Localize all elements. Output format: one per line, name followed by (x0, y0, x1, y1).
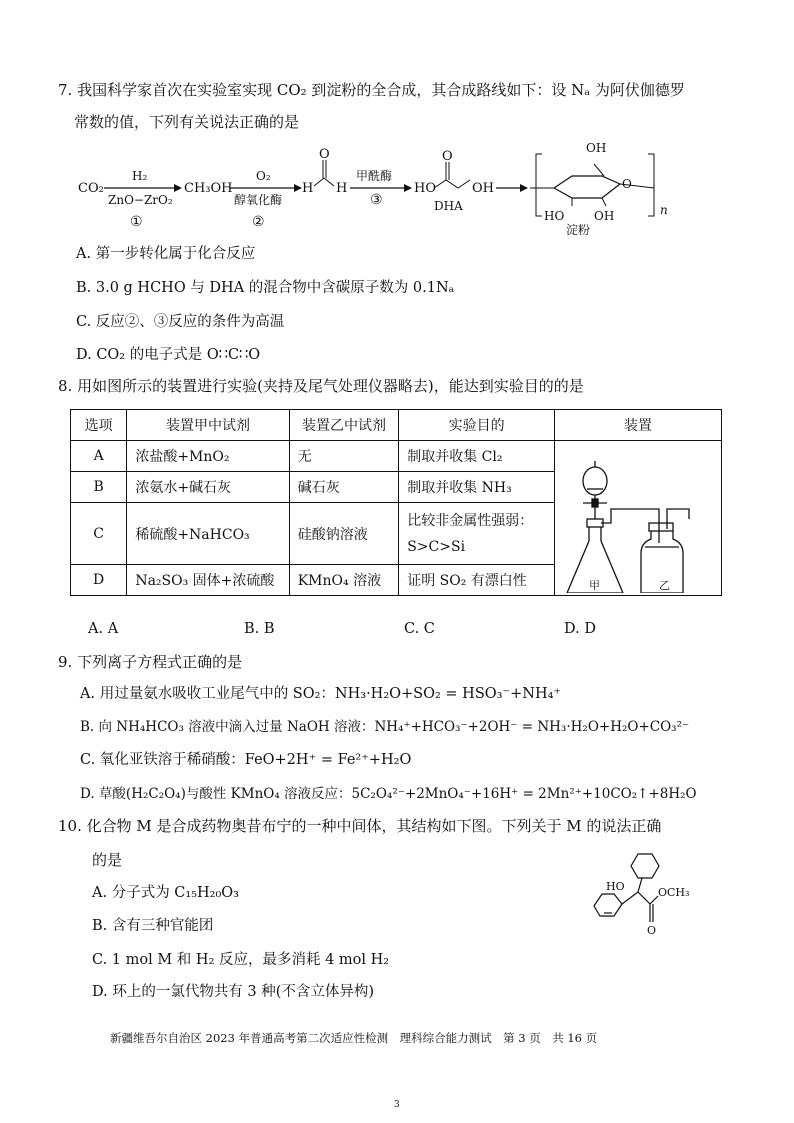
q8-stem: 8. 用如图所示的装置进行实验(夹持及尾气处理仪器略去)，能达到实验目的的是 (58, 377, 584, 395)
q7-synthesis-scheme (74, 140, 694, 236)
q10-stem-line1: 10. 化合物 M 是合成药物奥昔布宁的一种中间体，其结构如下图。下列关于 M 的说法正确 (58, 817, 662, 835)
svg-text:DHA: DHA (434, 199, 463, 213)
q8-choice-a: A. A (88, 621, 119, 637)
svg-text:O₂: O₂ (256, 169, 271, 183)
page-number: 3 (394, 1100, 400, 1110)
svg-text:HO: HO (544, 209, 565, 223)
svg-text:n: n (660, 203, 668, 217)
svg-text:淀粉: 淀粉 (566, 223, 591, 236)
q7-option-c: C. 反应②、③反应的条件为高温 (76, 314, 285, 330)
apparatus-yi-label: 乙 (659, 579, 670, 592)
table-row: B 浓氨水+碱石灰 碱石灰 制取并收集 NH₃ (71, 472, 722, 503)
q9-option-a: A. 用过量氨水吸收工业尾气中的 SO₂：NH₃·H₂O+SO₂ = HSO₃⁻+NH₄⁺ (80, 686, 562, 702)
svg-text:O: O (319, 147, 330, 162)
svg-text:ZnO−ZrO₂: ZnO−ZrO₂ (108, 193, 173, 207)
svg-text:H₂: H₂ (132, 169, 148, 183)
q9-option-c: C. 氧化亚铁溶于稀硝酸：FeO+2H⁺ = Fe²⁺+H₂O (80, 752, 412, 768)
svg-text:H: H (336, 181, 348, 196)
svg-text:H: H (302, 181, 314, 196)
svg-text:OH: OH (594, 209, 615, 223)
q10-option-c: C. 1 mol M 和 H₂ 反应，最多消耗 4 mol H₂ (92, 952, 390, 968)
q8-choice-d: D. D (564, 621, 596, 637)
svg-text:OH: OH (472, 181, 494, 196)
svg-text:HO: HO (414, 181, 436, 196)
table-row: A 浓盐酸+MnO₂ 无 制取并收集 Cl₂ 甲 乙 (71, 441, 722, 472)
q9-stem: 9. 下列离子方程式正确的是 (58, 653, 243, 671)
q7-option-d: D. CO₂ 的电子式是 O∷C∷O (76, 347, 261, 363)
arrow-icon (294, 184, 302, 192)
svg-text:甲酰酶: 甲酰酶 (356, 169, 393, 183)
q10-option-a: A. 分子式为 C₁₅H₂₀O₃ (92, 885, 239, 901)
arrow-icon (404, 184, 412, 192)
q10-option-b: B. 含有三种官能团 (92, 918, 214, 934)
svg-text:③: ③ (370, 192, 383, 208)
svg-text:②: ② (252, 214, 265, 230)
table-row: D Na₂SO₃ 固体+浓硫酸 KMnO₄ 溶液 证明 SO₂ 有漂白性 (71, 565, 722, 596)
q7-stem-line2: 常数的值，下列有关说法正确的是 (74, 113, 300, 131)
page-footer: 新疆维吾尔自治区 2023 年普通高考第二次适应性检测 理科综合能力测试 第 3 页 共 16 页 (110, 1031, 598, 1045)
arrow-icon (174, 184, 182, 192)
co2-label: CO₂ (78, 181, 104, 196)
q9-option-b: B. 向 NH₄HCO₃ 溶液中滴入过量 NaOH 溶液：NH₄⁺+HCO₃⁻+2OH⁻ = NH₃·H₂O+H₂O+CO₃²⁻ (80, 719, 690, 735)
svg-text:O: O (622, 177, 632, 191)
q8-table (70, 409, 722, 596)
table-row: C 稀硫酸+NaHCO₃ 硅酸钠溶液 比较非金属性强弱： S>C>Si (71, 503, 722, 565)
q8-choice-b: B. B (244, 621, 275, 637)
svg-text:①: ① (130, 214, 143, 230)
arrow-icon (520, 184, 528, 192)
q10-stem-line2: 的是 (92, 851, 123, 869)
svg-text:O: O (442, 149, 453, 164)
q10-structure-diagram (592, 850, 702, 940)
svg-text:醇氧化酶: 醇氧化酶 (234, 193, 283, 207)
methoxy-label: OCH₃ (658, 886, 690, 899)
carbonyl-o-label: O (647, 924, 657, 937)
apparatus-diagram (555, 443, 721, 593)
ch3oh-label: CH₃OH (184, 181, 233, 196)
svg-text:OH: OH (586, 141, 607, 155)
apparatus-cell (555, 441, 722, 596)
q9-option-d: D. 草酸(H₂C₂O₄)与酸性 KMnO₄ 溶液反应：5C₂O₄²⁻+2MnO₄⁻+16H⁺ = 2Mn²⁺+10CO₂↑+8H₂O (80, 786, 697, 802)
table-header-row: 选项 装置甲中试剂 装置乙中试剂 实验目的 装置 (71, 410, 722, 441)
hydroxyl-label: HO (606, 880, 625, 893)
q7-option-a: A. 第一步转化属于化合反应 (76, 246, 256, 262)
q10-option-d: D. 环上的一氯代物共有 3 种(不含立体异构) (92, 984, 375, 1000)
apparatus-jia-label: 甲 (589, 579, 600, 592)
q8-choice-c: C. C (404, 621, 435, 637)
q7-stem-line1: 7. 我国科学家首次在实验室实现 CO₂ 到淀粉的全合成，其合成路线如下：设 Nₐ 为阿伏伽德罗 (58, 81, 685, 99)
q7-option-b: B. 3.0 g HCHO 与 DHA 的混合物中含碳原子数为 0.1Nₐ (76, 280, 455, 296)
